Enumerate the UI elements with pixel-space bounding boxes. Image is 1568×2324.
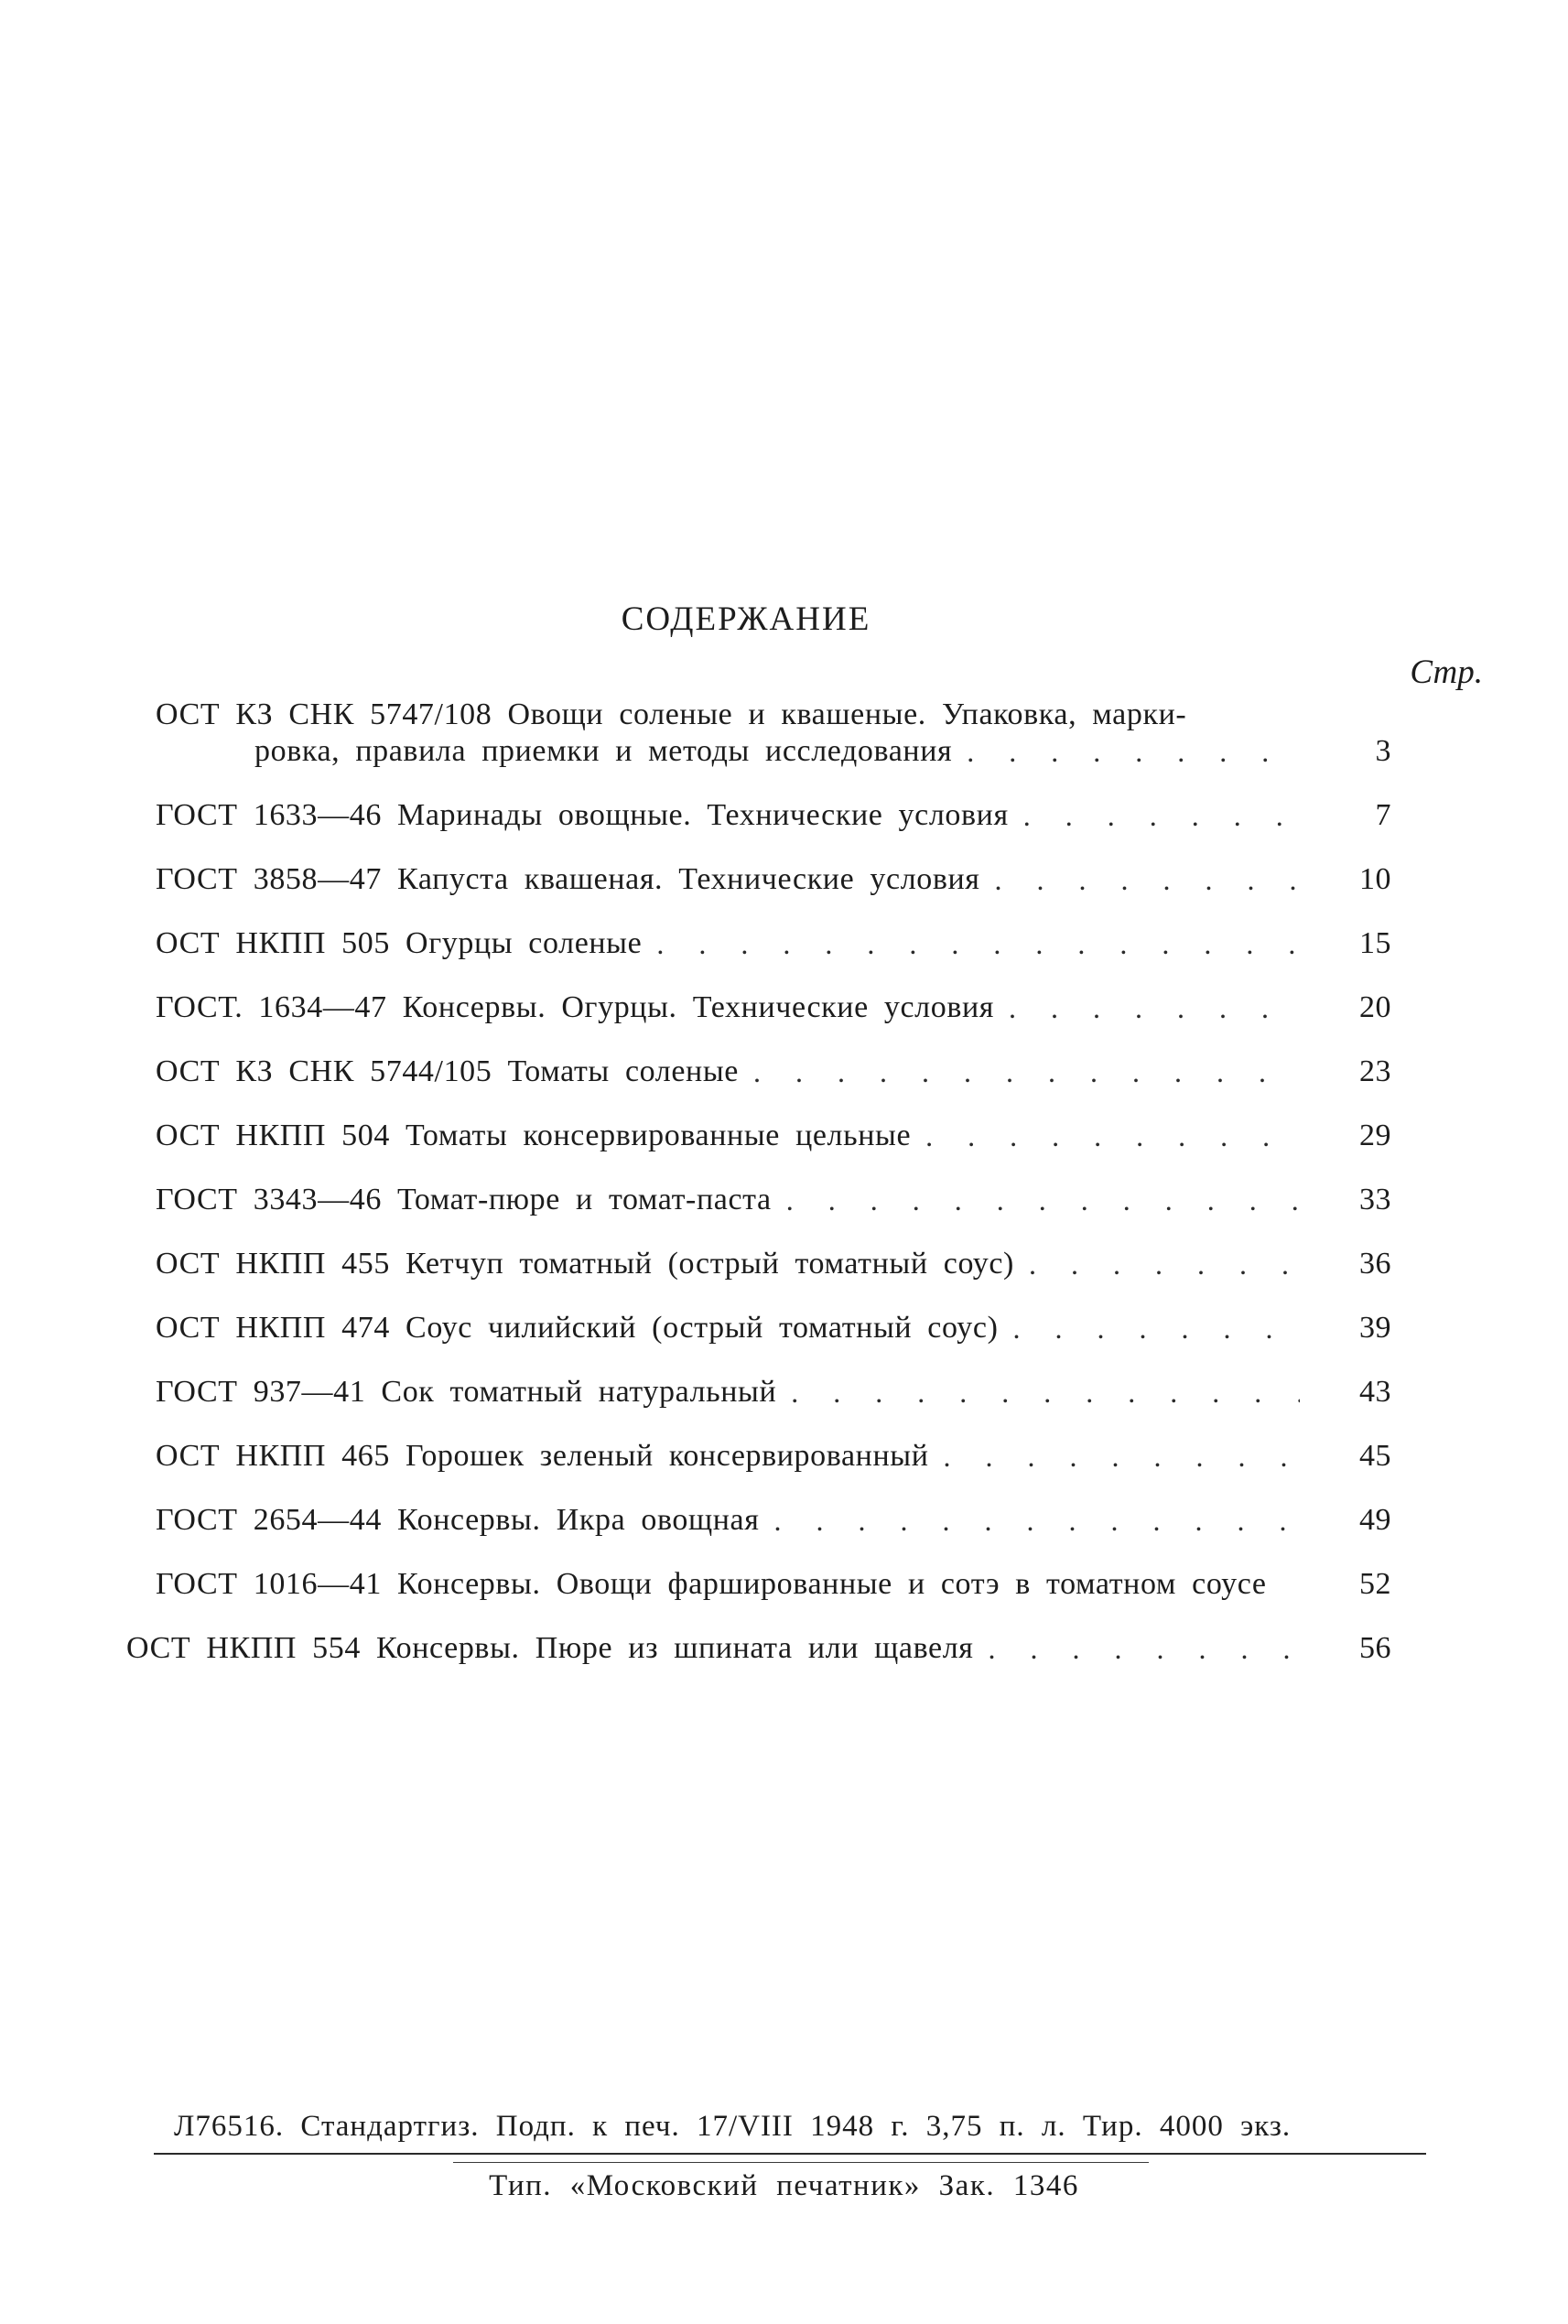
toc-entry-3 (156, 859, 1391, 901)
toc-entry-text: ровка, правила приемки и методы исследования (254, 734, 953, 768)
toc-entry-text: ОСТ НКПП 474 Соус чилийский (острый томатный соус) (156, 1311, 999, 1345)
dot-leader (999, 1307, 1300, 1349)
toc-entry-text: ГОСТ 1633—46 Маринады овощные. Технические условия (156, 798, 1009, 832)
dot-leader (776, 1371, 1300, 1413)
toc-entry-text: ОСТ КЗ СНК 5747/108 Овощи соленые и квашеные. Упаковка, марки- (156, 697, 1187, 731)
toc-entry-11 (156, 1371, 1391, 1413)
toc-entry-6 (156, 1051, 1391, 1093)
toc-entry-page: 49 (1359, 1503, 1391, 1537)
toc-entry-text: ГОСТ 1016—41 Консервы. Овощи фаршированные и сотэ в томатном соусе (156, 1567, 1267, 1601)
toc-entry-1-line-2 (254, 730, 1391, 773)
toc-entry-page: 23 (1359, 1054, 1391, 1088)
toc-entry-page: 45 (1359, 1439, 1391, 1473)
toc-entry-page: 33 (1359, 1183, 1391, 1216)
toc-entry-text: ГОСТ. 1634—47 Консервы. Огурцы. Технические условия (156, 990, 995, 1024)
toc-entry-5 (156, 987, 1391, 1029)
toc-entry-10 (156, 1307, 1391, 1349)
toc-entry-7 (156, 1115, 1391, 1157)
toc-entry-13 (156, 1499, 1391, 1541)
imprint-line-2: Тип. «Московский печатник» Зак. 1346 (489, 2169, 1079, 2202)
toc-entry-page: 56 (1359, 1631, 1391, 1665)
toc-entry-text: ОСТ НКПП 554 Консервы. Пюре из шпината или щавеля (126, 1631, 974, 1665)
toc-entry-page: 52 (1359, 1567, 1391, 1601)
toc-entry-14 (156, 1563, 1391, 1605)
toc-entry-page: 36 (1359, 1247, 1391, 1281)
dot-leader (642, 923, 1300, 965)
toc-title: СОДЕРЖАНИЕ (621, 600, 871, 638)
page-column-label: Стр. (1410, 654, 1483, 691)
toc-entry-text: ГОСТ 937—41 Сок томатный натуральный (156, 1375, 777, 1409)
toc-entry-text: ОСТ КЗ СНК 5744/105 Томаты соленые (156, 1054, 739, 1088)
imprint-line-1: Л76516. Стандартгиз. Подп. к печ. 17/VIII 1948 г. 3,75 п. л. Тир. 4000 экз. (174, 2110, 1292, 2143)
toc-entry-page: 39 (1359, 1311, 1391, 1345)
toc-entry-4 (156, 923, 1391, 965)
toc-entry-text: ОСТ НКПП 455 Кетчуп томатный (острый томатный соус) (156, 1247, 1014, 1281)
toc-entry-8 (156, 1179, 1391, 1221)
toc-entry-page: 43 (1359, 1375, 1391, 1409)
dot-leader (928, 1435, 1300, 1477)
toc-entry-text: ОСТ НКПП 504 Томаты консервированные цельные (156, 1119, 912, 1152)
toc-entry-page: 29 (1359, 1119, 1391, 1152)
toc-entry-9 (156, 1243, 1391, 1285)
toc-entry-page: 20 (1359, 990, 1391, 1024)
imprint-rule (154, 2153, 1426, 2155)
dot-leader (994, 987, 1300, 1029)
dot-leader (1009, 794, 1300, 837)
toc-entry-page: 7 (1375, 798, 1391, 832)
dot-leader (952, 730, 1300, 773)
toc-entry-12 (156, 1435, 1391, 1477)
dot-leader (760, 1499, 1301, 1541)
dot-leader (739, 1051, 1300, 1093)
toc-entry-page: 15 (1359, 926, 1391, 960)
toc-entry-page: 10 (1359, 862, 1391, 896)
toc-entry-text: ОСТ НКПП 465 Горошек зеленый консервированный (156, 1439, 929, 1473)
imprint-rule-short (453, 2162, 1149, 2163)
toc-entry-text: ГОСТ 3858—47 Капуста квашеная. Технические условия (156, 862, 980, 896)
dot-leader (911, 1115, 1300, 1157)
dot-leader (1014, 1243, 1300, 1285)
toc-entry-page: 3 (1375, 734, 1391, 768)
toc-entry-2 (156, 794, 1391, 837)
toc-entry-text: ГОСТ 2654—44 Консервы. Икра овощная (156, 1503, 760, 1537)
dot-leader (980, 859, 1300, 901)
dot-leader (772, 1179, 1300, 1221)
dot-leader (974, 1627, 1300, 1670)
toc-entry-text: ОСТ НКПП 505 Огурцы соленые (156, 926, 643, 960)
toc-entry-text: ГОСТ 3343—46 Томат-пюре и томат-паста (156, 1183, 772, 1216)
toc-entry-15 (126, 1627, 1391, 1670)
